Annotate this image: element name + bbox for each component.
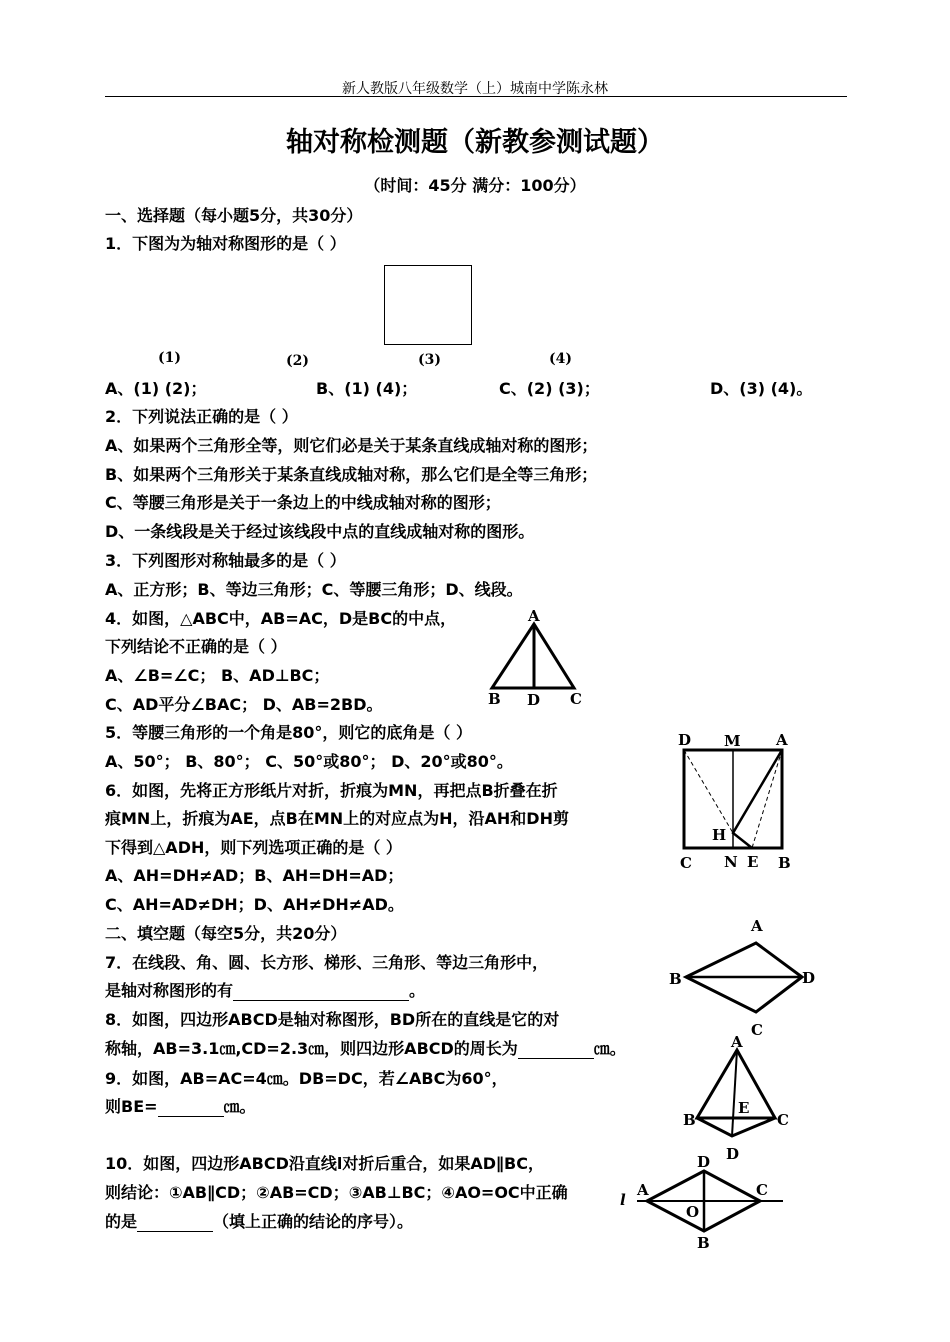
- q4-triangle-figure: [480, 602, 590, 712]
- q6-label-D: D: [678, 731, 692, 749]
- q1-figure-label-2: (2): [286, 353, 309, 369]
- q3-options: A、正方形；B、等边三角形；C、等腰三角形；D、线段。: [105, 580, 523, 599]
- q9-line2: [105, 1094, 256, 1117]
- page-title: 轴对称检测题（新教参测试题）: [286, 127, 664, 158]
- q4-label-B: B: [488, 690, 501, 708]
- q10-line1: 10．如图，四边形ABCD沿直线l对折后重合，如果AD∥BC，: [105, 1154, 544, 1173]
- q4-label-A: A: [528, 607, 540, 625]
- q8-kite-figure: [665, 915, 825, 1040]
- q4-stem-line2: 下列结论不正确的是（ ）: [105, 637, 287, 656]
- q9-label-E: E: [738, 1099, 750, 1117]
- q8-prefix: 称轴，AB=3.1㎝,CD=2.3㎝，则四边形ABCD的周长为: [105, 1039, 518, 1058]
- q2-option-a: A、如果两个三角形全等，则它们必是关于某条直线成轴对称的图形；: [105, 436, 598, 455]
- q8-label-B: B: [669, 970, 682, 988]
- q1-figure-label-3: (3): [418, 352, 441, 368]
- q2-option-c: C、等腰三角形是关于一条边上的中线成轴对称的图形；: [105, 493, 501, 512]
- q10-suffix: （填上正确的结论的序号）。: [213, 1212, 414, 1231]
- q1-square-figure: [384, 265, 472, 345]
- q6-label-E: E: [747, 853, 759, 871]
- q7-suffix: 。: [409, 981, 426, 1000]
- q1-option-d: D、(3) (4)。: [710, 379, 813, 398]
- section-fill-heading: 二、填空题（每空5分，共20分）: [105, 924, 347, 943]
- q4-options-line1: A、∠B=∠C； B、AD⊥BC；: [105, 666, 330, 685]
- q4-label-D: D: [527, 691, 541, 709]
- q7-line1: 7．在线段、角、圆、长方形、梯形、三角形、等边三角形中，: [105, 953, 549, 972]
- header-divider: [105, 96, 847, 97]
- q4-options-line2: C、AD平分∠BAC； D、AB=2BD。: [105, 695, 383, 714]
- q6-stem-line1: 6．如图，先将正方形纸片对折，折痕为MN，再把点B折叠在折: [105, 781, 558, 800]
- q8-label-C: C: [751, 1021, 763, 1039]
- q2-option-d: D、一条线段是关于经过该线段中点的直线成轴对称的图形。: [105, 522, 535, 541]
- q6-label-H: H: [712, 826, 727, 844]
- q10-line2: 则结论：①AB∥CD；②AB=CD；③AB⊥BC；④AO=OC中正确: [105, 1183, 568, 1202]
- q4-stem-line1: 4．如图，△ABC中，AB=AC，D是BC的中点，: [105, 609, 457, 628]
- q10-answer-blank[interactable]: [137, 1212, 213, 1232]
- q9-suffix: ㎝。: [223, 1097, 256, 1116]
- q2-option-b: B、如果两个三角形关于某条直线成轴对称，那么它们是全等三角形；: [105, 465, 598, 484]
- q6-label-B: B: [778, 854, 791, 872]
- q1-stem: 1．下图为为轴对称图形的是（ ）: [105, 234, 346, 253]
- q1-option-a: A、(1) (2)；: [105, 379, 207, 398]
- q10-prefix: 的是: [105, 1212, 138, 1231]
- q10-quadrilateral-figure: [615, 1148, 790, 1253]
- exam-time-score: （时间：45分 满分：100分）: [364, 176, 586, 195]
- q9-label-C: C: [777, 1111, 789, 1129]
- q7-prefix: 是轴对称图形的有: [105, 981, 234, 1000]
- q9-line1: 9．如图，AB=AC=4㎝。DB=DC，若∠ABC为60°，: [105, 1069, 508, 1088]
- q4-label-C: C: [570, 690, 582, 708]
- q8-label-A: A: [751, 917, 763, 935]
- q6-stem-line3: 下得到△ADH，则下列选项正确的是（ ）: [105, 838, 402, 857]
- q9-label-D: D: [726, 1145, 740, 1163]
- q6-options-line1: A、AH=DH≠AD；B、AH=DH=AD；: [105, 866, 404, 885]
- q5-stem: 5．等腰三角形的一个角是80°，则它的底角是（ ）: [105, 723, 472, 742]
- q9-answer-blank[interactable]: [158, 1097, 224, 1117]
- q1-figure-label-4: (4): [549, 351, 572, 367]
- page-header: 新人教版八年级数学（上）城南中学陈永林: [342, 81, 608, 97]
- q6-label-C: C: [680, 854, 692, 872]
- q7-answer-blank[interactable]: [233, 981, 409, 1001]
- q8-line2: [105, 1036, 626, 1059]
- q10-line3: [105, 1209, 413, 1232]
- section-choice-heading: 一、选择题（每小题5分，共30分）: [105, 206, 363, 225]
- q9-label-A: A: [731, 1033, 743, 1051]
- q8-suffix: ㎝。: [593, 1039, 626, 1058]
- q1-option-c: C、(2) (3)；: [499, 379, 600, 398]
- q3-stem: 3．下列图形对称轴最多的是（ ）: [105, 551, 346, 570]
- q8-label-D: D: [802, 969, 816, 987]
- q7-line2: [105, 978, 425, 1001]
- q6-options-line2: C、AH=AD≠DH；D、AH≠DH≠AD。: [105, 895, 404, 914]
- q9-prefix: 则BE=: [105, 1097, 158, 1116]
- q10-label-A: A: [637, 1181, 649, 1199]
- q6-label-A: A: [776, 731, 788, 749]
- q6-label-M: M: [724, 732, 741, 750]
- q6-folded-square-figure: [670, 728, 800, 876]
- q2-stem: 2．下列说法正确的是（ ）: [105, 407, 298, 426]
- q5-options: A、50°； B、80°； C、50°或80°； D、20°或80°。: [105, 752, 513, 771]
- q8-answer-blank[interactable]: [518, 1039, 594, 1059]
- q10-label-D: D: [697, 1153, 711, 1171]
- q8-line1: 8．如图，四边形ABCD是轴对称图形，BD所在的直线是它的对: [105, 1010, 560, 1029]
- q10-label-C: C: [756, 1181, 768, 1199]
- q6-label-N: N: [724, 853, 738, 871]
- q10-label-l: l: [620, 1191, 626, 1209]
- q1-figure-label-1: (1): [158, 350, 181, 366]
- q6-stem-line2: 痕MN上，折痕为AE，点B在MN上的对应点为H，沿AH和DH剪: [105, 809, 569, 828]
- q9-label-B: B: [683, 1111, 696, 1129]
- q10-label-O: O: [686, 1203, 700, 1221]
- q1-option-b: B、(1) (4)；: [316, 379, 418, 398]
- q10-label-B: B: [697, 1234, 710, 1252]
